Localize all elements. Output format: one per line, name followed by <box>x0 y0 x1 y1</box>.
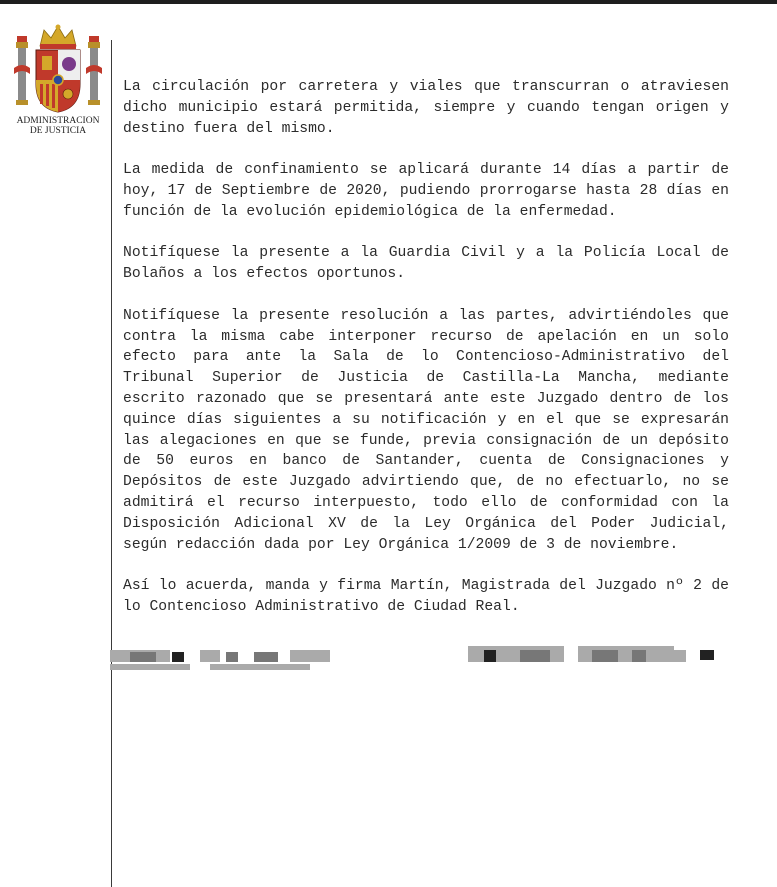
paragraph-appeal-notice: Notifíquese la presente resolución a las partes, advirtiéndoles que contra la misma cabe interponer recurso de apelación en un solo efecto para ante la Sala de lo Contencioso-Administrativo del Tribunal Superior de Justicia de Castilla-La Mancha, mediante escrito razonado que se presentará ante este Juzgado dentro de los quince días siguientes a su notificación y en el que se expresarán las alegaciones en que se funde, previa consignación de un depósito de 50 euros en banco de Santander, cuenta de Consignaciones y Depósitos de este Juzgado advirtiendo que, de no efectuarlo, no se admitirá el recurso interpuesto, todo ello de conformidad con la Disposición Adicional XV de la Ley Orgánica del Poder Judicial, según redacción dada por Ley Orgánica 1/2009 de 3 de noviembre. <box>123 307 729 553</box>
paragraph-signature: Así lo acuerda, manda y firma Martín, Magistrada del Juzgado nº 2 de lo Contencioso Administrativo de Ciudad Real. <box>123 578 729 615</box>
top-border <box>0 0 777 4</box>
paragraph-confinement-duration: La medida de confinamiento se aplicará durante 14 días a partir de hoy, 17 de Septiembre de 2020, pudiendo prorrogarse hasta 28 días en función de la evolución epidemiológica de la enfermedad. <box>123 162 729 220</box>
margin-rule <box>111 40 112 887</box>
emblem <box>8 24 108 136</box>
emblem-text-line2: DE JUSTICIA <box>29 126 87 136</box>
document-body <box>123 77 729 639</box>
paragraph-notify-authorities: Notifíquese la presente a la Guardia Civil y a la Policía Local de Bolaños a los efectos oportunos. <box>123 245 729 283</box>
spanish-coat-of-arms-icon <box>14 24 102 116</box>
paragraph-circulation: La circulación por carretera y viales que transcurran o atraviesen dicho municipio estará permitida, siempre y cuando tengan origen y destino fuera del mismo. <box>123 79 729 137</box>
emblem-text-line1: ADMINISTRACION <box>16 116 100 126</box>
